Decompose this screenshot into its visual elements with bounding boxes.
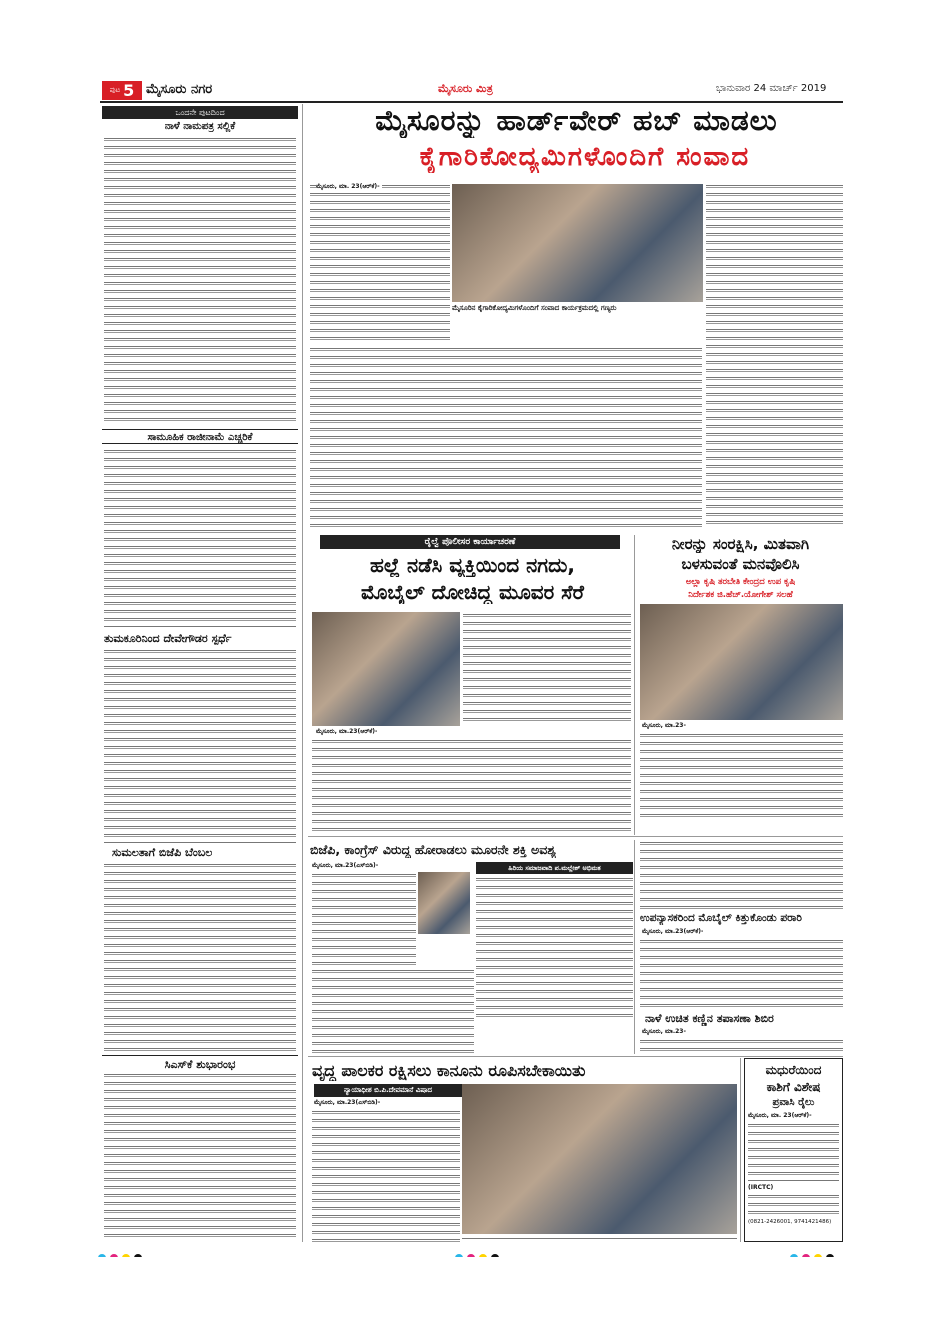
story3-title: ತುಮಕೂರಿನಿಂದ ದೇವೇಗೌಡರ ಸ್ಪರ್ಧೆ (104, 632, 232, 645)
camp-headline: ನಾಳೆ ಉಚಿತ ಕಣ್ಣಿನ ತಪಾಸಣಾ ಶಿಬಿರ (645, 1012, 774, 1025)
train-body-a (748, 1122, 839, 1182)
mobile-body (640, 938, 843, 1008)
bjp-col3 (476, 876, 633, 1020)
registration-marks-center (455, 1247, 525, 1257)
mobile-headline: ಉಪನ್ಯಾಸಕರಿಂದ ಮೊಬೈಲ್ ಕಿತ್ತುಕೊಂಡು ಪರಾರಿ (640, 912, 802, 924)
train-phone: (0821-2426001, 9741421486) (748, 1219, 832, 1225)
lower-rule (308, 1056, 843, 1057)
issue-date: ಭಾನುವಾರ 24 ಮಾರ್ಚ್ 2019 (716, 83, 827, 94)
reg-magenta-dot (802, 1254, 810, 1257)
rail-kicker: ರೈಲ್ವೆ ಪೊಲೀಸರ ಕಾರ್ಯಾಚರಣೆ (320, 535, 620, 549)
train-body-b (748, 1193, 839, 1217)
bjp-divider (634, 840, 635, 1054)
law-photo (462, 1084, 737, 1234)
lead-caption: ಮೈಸೂರಿನ ಕೈಗಾರಿಕೋದ್ಯಮಿಗಳೊಂದಿಗೆ ಸಂವಾದ ಕಾರ್ಯಕ್ರಮದಲ್ಲಿ ಗಣ್ಯರು (452, 304, 617, 312)
mid-rule (308, 836, 843, 837)
lead-headline-line1: ಮೈಸೂರನ್ನು ಹಾರ್ಡ್‌ವೇರ್ ಹಬ್ ಮಾಡಲು (375, 104, 778, 137)
reg-yellow-dot (814, 1254, 822, 1257)
lead-col3 (706, 183, 843, 529)
bjp-lower (312, 968, 474, 1054)
law-kicker: ನ್ಯಾಯಾಧೀಶ ಬಿ.ಪಿ.ದೇವಮಾನೆ ವಿಷಾದ (314, 1084, 462, 1097)
section-title: ಮೈಸೂರು ನಗರ (146, 82, 213, 97)
lead-photo (452, 184, 703, 302)
reg-magenta-dot (110, 1254, 118, 1257)
bjp-dateline: ಮೈಸೂರು, ಮಾ.23(ಎಸ್‌ಬಿಡಿ)- (312, 862, 379, 869)
bjp-headline: ಬಿಜೆಪಿ, ಕಾಂಗ್ರೆಸ್ ವಿರುದ್ಧ ಹೋರಾಡಲು ಮೂರನೇ ಶಕ್ತಿ ಅವಶ್ಯ (310, 842, 556, 857)
law-headline: ವೃದ್ಧ ಪಾಲಕರ ರಕ್ಷಿಸಲು ಕಾನೂನು ರೂಪಿಸಬೇಕಾಯಿತು (312, 1061, 586, 1080)
left-column-divider (302, 104, 303, 1242)
rail-headline-line2: ಮೊಬೈಲ್ ದೋಚಿದ್ದ ಮೂವರ ಸೆರೆ (361, 580, 584, 604)
reg-black-dot (826, 1254, 834, 1257)
mobile-dateline: ಮೈಸೂರು, ಮಾ.23(ಆರ್‌ಕೆ)- (642, 928, 704, 935)
train-headline-line1: ಮಧುರೆಯಿಂದ (765, 1063, 822, 1077)
rail-body (312, 738, 631, 834)
water-headline-line2: ಬಳಸುವಂತೆ ಮನವೊಲಿಸಿ (681, 555, 800, 573)
story4-body (104, 862, 296, 1052)
bjp-col1 (312, 872, 416, 966)
water-body (640, 732, 843, 818)
reg-black-dot (491, 1254, 499, 1257)
lead-headline-line2: ಕೈಗಾರಿಕೋದ್ಯಮಿಗಳೊಂದಿಗೆ ಸಂವಾದ (419, 142, 751, 172)
water-subhead-line2: ನಿರ್ದೇಶಕ ಜಿ.ಹೆಚ್.ಯೋಗೇಶ್ ಸಲಹೆ (688, 590, 793, 600)
train-box (744, 1058, 843, 1242)
water-headline-line1: ನೀರನ್ನು ಸಂರಕ್ಷಿಸಿ, ಮಿತವಾಗಿ (671, 535, 810, 553)
rail-body-right (463, 612, 631, 726)
registration-marks-left (98, 1247, 168, 1257)
rail-divider (634, 535, 635, 835)
reg-cyan-dot (790, 1254, 798, 1257)
story2-header (102, 429, 298, 444)
paper-name: ಮೈಸೂರು ಮಿತ್ರ (438, 82, 493, 95)
water-photo (640, 604, 843, 720)
water-dateline: ಮೈಸೂರು, ಮಾ.23- (642, 722, 686, 729)
train-irctc: (IRCTC) (748, 1184, 774, 1191)
reg-cyan-dot (455, 1254, 463, 1257)
train-headline-line2: ಕಾಶಿಗೆ ವಿಶೇಷ (766, 1080, 821, 1094)
reg-magenta-dot (467, 1254, 475, 1257)
water-cont (640, 840, 843, 910)
train-dateline: ಮೈಸೂರು, ಮಾ. 23(ಆರ್‌ಕೆ)- (748, 1112, 812, 1119)
rail-photo (312, 612, 460, 726)
page-number-box (102, 81, 142, 100)
camp-body (640, 1038, 843, 1054)
page-label: ಪುಟ (109, 86, 121, 94)
story4-title: ಸುಮಲತಾಗೆ ಬಿಜೆಪಿ ಬೆಂಬಲ (112, 846, 213, 859)
page-number: 5 (123, 81, 135, 100)
law-col1 (312, 1109, 460, 1242)
bjp-portrait (418, 872, 470, 934)
lead-lower (310, 346, 702, 530)
story3-body (104, 648, 296, 844)
story2-title: ಸಾಮೂಹಿಕ ರಾಜೀನಾಮೆ ಎಚ್ಚರಿಕೆ (147, 432, 253, 443)
continued-label: ಒಂದನೇ ಪುಟದಿಂದ (102, 106, 298, 119)
story5-body (104, 1072, 296, 1242)
lead-col1 (310, 183, 450, 343)
rail-headline-line1: ಹಲ್ಲೆ ನಡೆಸಿ ವ್ಯಕ್ತಿಯಿಂದ ನಗದು, (370, 553, 575, 577)
train-headline-line3: ಪ್ರವಾಸಿ ರೈಲು (772, 1097, 815, 1108)
bjp-inner-kicker: ಹಿರಿಯ ಸಮಾಜವಾದಿ ಪ.ಮಲ್ಲೇಶ್ ಅಭಿಮತ (476, 862, 633, 874)
reg-cyan-dot (98, 1254, 106, 1257)
rail-dateline: ಮೈಸೂರು, ಮಾ.23(ಆರ್‌ಕೆ)- (316, 728, 378, 735)
camp-dateline: ಮೈಸೂರು, ಮಾ.23- (642, 1028, 686, 1035)
registration-marks-right (790, 1247, 860, 1257)
reg-black-dot (134, 1254, 142, 1257)
water-subhead-line1: ಅಲ್ಲಾ ಕೃಷಿ ತರಬೇತಿ ಕೇಂದ್ರದ ಉಪ ಕೃಷಿ (685, 577, 796, 587)
law-divider (740, 1058, 741, 1242)
law-lower-a (462, 1240, 737, 1242)
story2-body (104, 448, 296, 628)
reg-yellow-dot (479, 1254, 487, 1257)
story5-title: ಸಿಎಸ್‌ಕೆ ಶುಭಾರಂಭ (102, 1055, 298, 1072)
lead-dateline: ಮೈಸೂರು, ಮಾ. 23(ಆರ್‌ಕೆ)- (316, 183, 380, 190)
story1-body (104, 136, 296, 426)
reg-yellow-dot (122, 1254, 130, 1257)
law-dateline: ಮೈಸೂರು, ಮಾ.23(ಎಸ್‌ಬಿಡಿ)- (314, 1099, 381, 1106)
header-rule (100, 101, 843, 103)
story1-title: ನಾಳೆ ನಾಮಪತ್ರ ಸಲ್ಲಿಕೆ (164, 121, 236, 132)
